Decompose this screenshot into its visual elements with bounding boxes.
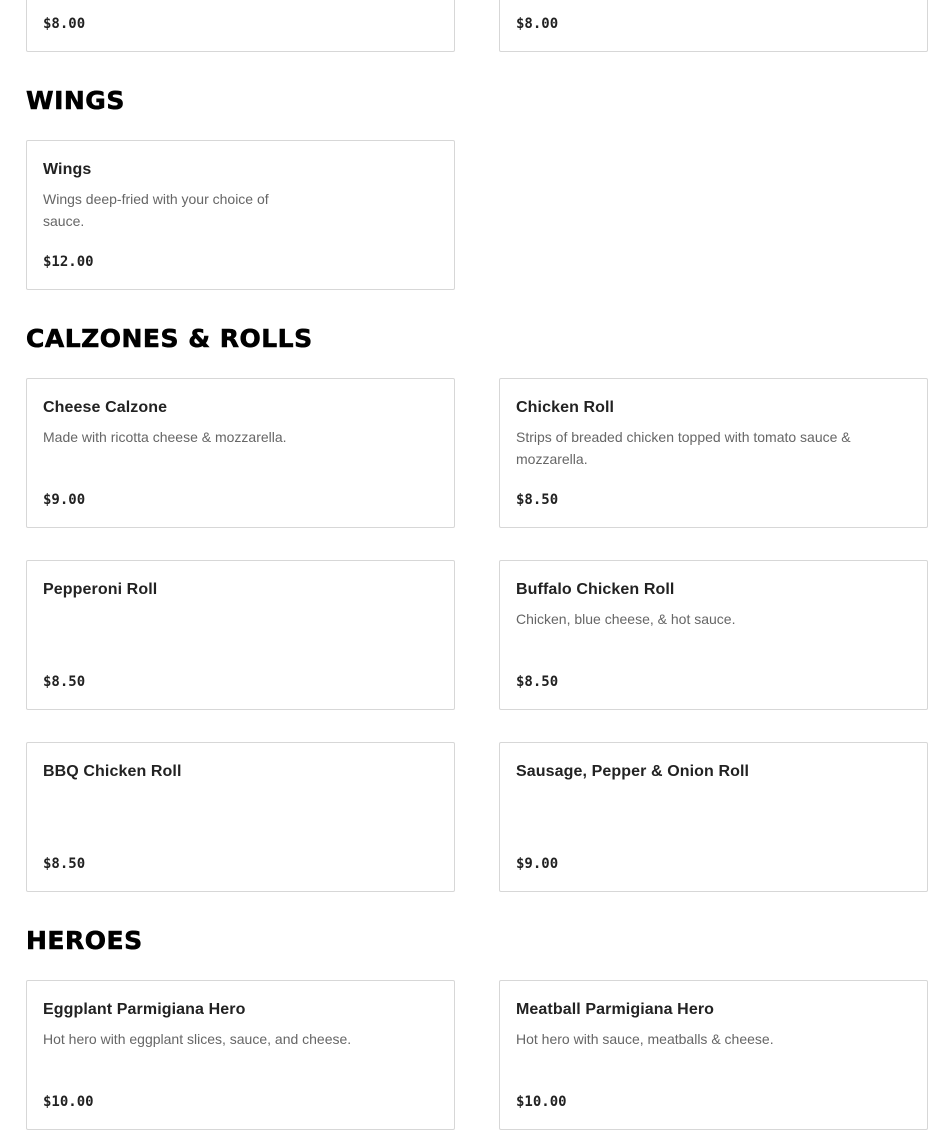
item-price: $8.00 <box>516 16 559 32</box>
item-name: Cheese Calzone <box>43 399 168 416</box>
item-name: Sausage, Pepper & Onion Roll <box>516 763 750 780</box>
item-description: Chicken, blue cheese, & hot sauce. <box>516 611 736 627</box>
item-price: $10.00 <box>43 1094 94 1110</box>
menu-item-card[interactable] <box>26 378 455 528</box>
item-price: $9.00 <box>43 492 86 508</box>
item-name: Eggplant Parmigiana Hero <box>43 1001 246 1018</box>
item-price: $8.50 <box>516 674 559 690</box>
item-price: $8.50 <box>43 856 86 872</box>
menu-item-card[interactable] <box>499 742 928 892</box>
item-name: Meatball Parmigiana Hero <box>516 1001 715 1018</box>
menu-item-card[interactable] <box>26 0 455 52</box>
item-description: Hot hero with eggplant slices, sauce, and cheese. <box>43 1031 352 1047</box>
item-description: Made with ricotta cheese & mozzarella. <box>43 429 287 445</box>
menu-item-card[interactable] <box>26 140 455 290</box>
item-price: $8.50 <box>516 492 559 508</box>
item-description: Strips of breaded chicken topped with tomato sauce & mozzarella. <box>516 429 851 467</box>
section-heading-wings: WINGS <box>26 86 125 115</box>
item-description: Hot hero with sauce, meatballs & cheese. <box>516 1031 774 1047</box>
menu-item-card[interactable] <box>499 560 928 710</box>
menu-item-card[interactable] <box>499 378 928 528</box>
item-name: Chicken Roll <box>516 399 615 416</box>
menu-item-card[interactable] <box>499 0 928 52</box>
item-price: $9.00 <box>516 856 559 872</box>
item-price: $8.00 <box>43 16 86 32</box>
item-price: $8.50 <box>43 674 86 690</box>
item-name: Buffalo Chicken Roll <box>516 581 675 598</box>
item-name: Pepperoni Roll <box>43 581 158 598</box>
item-description: Wings deep-fried with your choice of sauce. <box>43 191 269 229</box>
menu-item-card[interactable] <box>26 980 455 1130</box>
menu-item-card[interactable] <box>26 742 455 892</box>
section-heading-calzones-rolls: CALZONES & ROLLS <box>26 324 313 353</box>
section-heading-heroes: HEROES <box>26 926 143 955</box>
item-price: $10.00 <box>516 1094 567 1110</box>
item-price: $12.00 <box>43 254 94 270</box>
item-name: Wings <box>43 161 92 178</box>
menu-item-card[interactable] <box>499 980 928 1130</box>
menu-item-card[interactable] <box>26 560 455 710</box>
item-name: BBQ Chicken Roll <box>43 763 182 780</box>
